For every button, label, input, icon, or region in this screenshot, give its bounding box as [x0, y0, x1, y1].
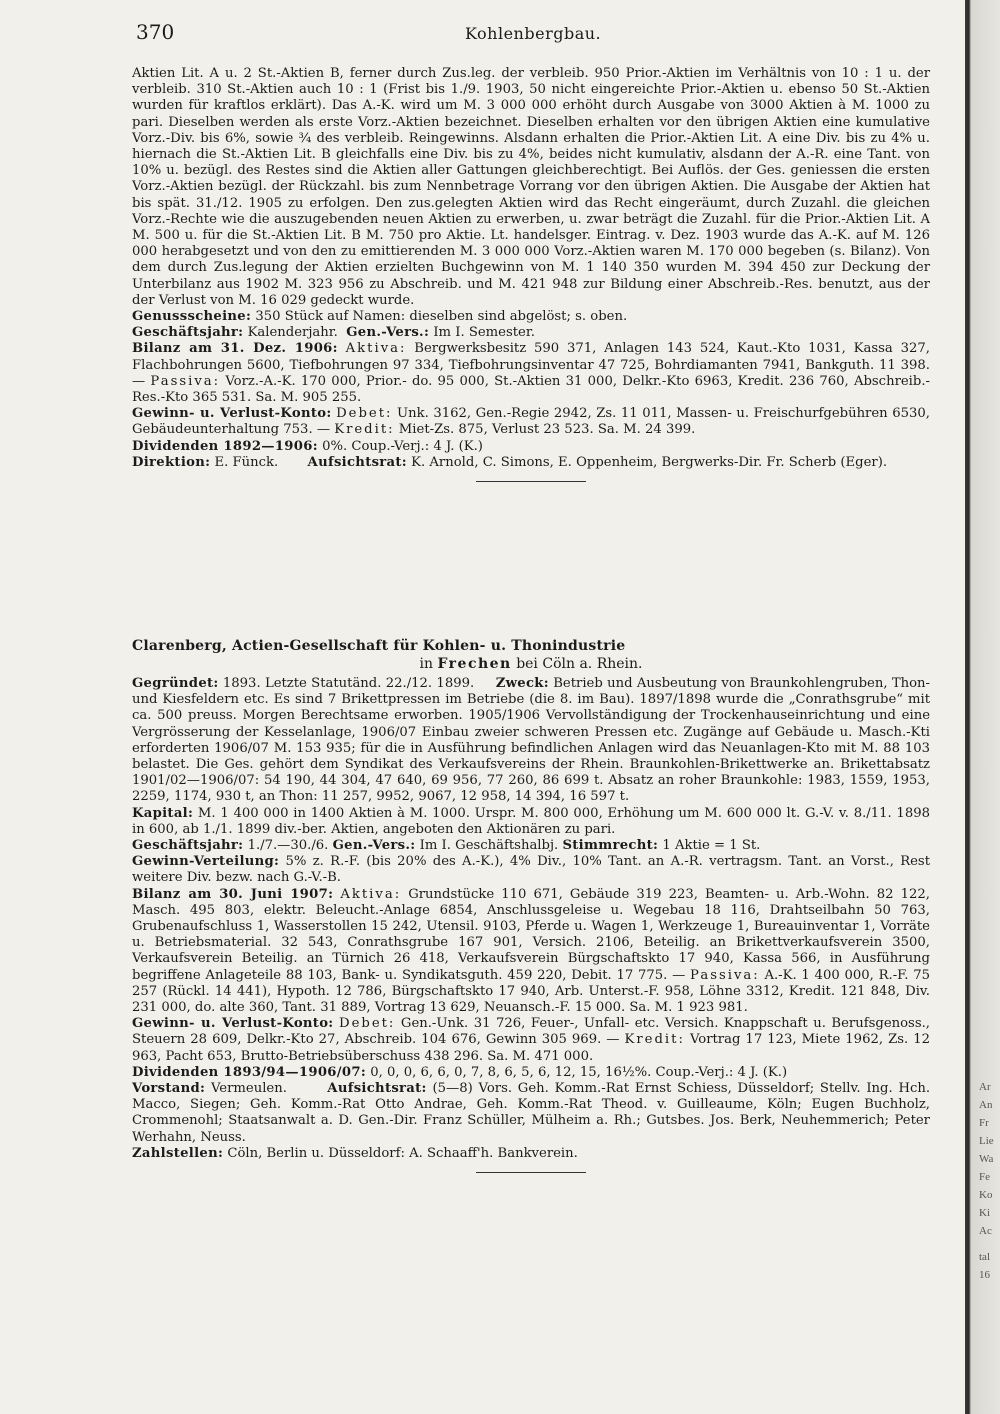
company-title: Clarenberg, Actien-Gesellschaft für Kohlen- u. Thonindustrie: [132, 638, 626, 654]
section-divider: [476, 481, 586, 482]
supervisory-board-label: Aufsichtsrat:: [307, 454, 407, 470]
profit-loss-paragraph: Gewinn- u. Verlust-Konto: Debet: Unk. 3162, Gen.-Regie 2942, Zs. 11 011, Massen- u. Freischurfgebühren 6530, Gebäudeunterhaltung 753. — Kredit: Miet-Zs. 875, Verlust 23 523. Sa. M. 24 399.: [132, 406, 930, 438]
capital-history-paragraph: Aktien Lit. A u. 2 St.-Aktien B, ferner durch Zus.leg. der verbleib. 950 Prior.-Aktien im Verhältnis von 10 : 1 u. der verbleib. 310 St.-Aktien auch 10 : 1 (Frist bis 1./9. 1903, 50 nicht eingereichte Prior.-Aktien u. ebenso 50 St.-Aktien wurden für kraftlos erklärt). Das A.-K. wird um M. 3 000 000 erhöht durch Ausgabe von 3000 Aktien à M. 1000 zu pari. Dieselben werden als erste Vorz.-Aktien bezeichnet. Dieselben erhalten vor den übrigen Aktien eine kumulative Vorz.-Div. bis 6%, sowie ¾ des verbleib. Reingewinns. Alsdann erhalten die Prior.-Aktien Lit. A eine Div. bis zu 4% u. hiernach die St.-Aktien Lit. B gleichfalls eine Div. bis zu 4%, beides nicht kumulativ, alsdann der A.-R. eine Tant. von 10% u. bezügl. des Restes sind die Aktien aller Gattungen gleichberechtigt. Bei Auflös. der Ges. geniessen die ersten Vorz.-Aktien bezügl. der Rückzahl. bis zum Nennbetrage Vorrang vor den übrigen Aktien. Die Ausgabe der Aktien hat bis spät. 31./12. 1905 zu erfolgen. Den zus.gelegten Aktien wird das Recht eingeräumt, durch Zuzahl. die gleichen Vorz.-Rechte wie die auszugebenden neuen Aktien zu erwerben, u. zwar beträgt die Zuzahl. für die Prior.-Aktien Lit. A M. 500 u. für die St.-Aktien Lit. B M. 750 pro Aktie. Lt. handelsger. Eintrag. v. Dez. 1903 wurde das A.-K. auf M. 126 000 herabgesetzt und von den zu emittierenden M. 3 000 000 Vorz.-Aktien waren M. 170 000 begeben (s. Bilanz). Von dem durch Zus.legung der Aktien erzielten Buchgewinn von M. 1 140 350 wurden M. 394 450 zur Deckung der Unterbilanz aus 1902 M. 323 956 zu Abschreib. und M. 421 948 zur Bildung einer Abschreib.-Res. benutzt, aus der der Verlust von M. 16 029 gedeckt wurde.: [132, 66, 930, 308]
company-entry-clarenberg: [132, 632, 930, 1173]
edge-fragment: Fe: [979, 1171, 990, 1183]
edge-fragment: Ki: [979, 1207, 990, 1219]
balance-sheet-paragraph: Bilanz am 31. Dez. 1906: Aktiva: Bergwerksbesitz 590 371, Anlagen 143 524, Kaut.-Kto 1031, Kassa 327, Flachbohrungen 5600, Tiefbohrungen 97 334, Tiefbohrungsinventar 47 725, Bohrdiamanten 7941, Bankguth. 11 398. — Passiva: Vorz.-A.-K. 170 000, Prior.- do. 95 000, St.-Aktien 31 000, Delkr.-Kto 6963, Kredit. 236 760, Abschreib.-Res.-Kto 365 531. Sa. M. 905 255.: [132, 341, 930, 406]
purpose-label: Zweck:: [495, 676, 549, 691]
dividends-line: Dividenden 1892—1906: 0%. Coup.-Verj.: 4 J. (K.): [132, 438, 483, 454]
capital-label: Kapital:: [132, 805, 194, 821]
balance-sheet-paragraph: Bilanz am 30. Juni 1907: Aktiva: Grundstücke 110 671, Gebäude 319 223, Beamten- u. Arb.-Wohn. 82 122, Masch. 495 803, elektr. Beleucht.-Anlage 6854, Anschlussgeleise u. Wegebau 18 116, Drahtseilbahn 50 763, Grubenaufschluss 1, Wasserstollen 15 242, Utensil. 9103, Pferde u. Wagen 1, Werkzeuge 1, Bureauinventar 1, Vorräte u. Betriebsmaterial. 32 543, Conrathsgrube 167 901, Versich. 2106, Beteilig. an Brikettverkaufsverein 3500, Verkaufsverein Beteilig. an Türnich 26 418, Verkaufsverein Bürgschaftskto 17 940, Kassa 566, in Ausführung begriffene Anlageteile 88 103, Bank- u. Syndikatsguth. 459 220, Debit. 17 775. — Passiva: A.-K. 1 400 000, R.-F. 75 257 (Rückl. 14 441), Hypoth. 12 786, Bürgschaftskto 17 940, Arb. Unterst.-F. 958, Löhne 3312, Kredit. 121 848, Div. 231 000, do. alte 360, Tant. 31 889, Vortrag 13 629, Neuansch.-F. 15 000. Sa. M. 1 923 981.: [132, 886, 930, 1016]
balance-label: Bilanz am 30. Juni 1907:: [132, 886, 334, 902]
founded-purpose-paragraph: Gegründet: 1893. Letzte Statutänd. 22./12. 1899. Zweck: Betrieb und Ausbeutung von Braunkohlengruben, Thon- und Kiesfeldern etc. Es sind 7 Brikettpressen im Betriebe (die 8. im Bau). 1897/1898 wurde die „Conrathsgrube“ mit ca. 500 preuss. Morgen Berechtsame erworben. 1905/1906 Vervollständigung der Trockenhauseinrichtung und eine Vergrösserung der Kesselanlage, 1906/07 Einbau zweier schweren Pressen etc. Zugänge auf Gebäude u. Masch.-Kti erforderten 1906/07 M. 153 935; für die in Ausführung befindlichen Anlagen wird das Neuanlagen-Kto mit M. 88 103 belastet. Die Ges. gehört dem Syndikat des Verkaufsvereins der Rhein. Braunkohlen-Brikettwerke an. Brikettabsatz 1901/02—1906/07: 54 190, 44 304, 47 640, 69 956, 77 260, 86 699 t. Absatz an roher Braunkohle: 1983, 1559, 1953, 2259, 1174, 930 t, an Thon: 11 257, 9952, 9067, 12 958, 14 394, 16 597 t.: [132, 676, 930, 805]
founded-label: Gegründet:: [132, 676, 219, 691]
board-label: Vorstand:: [132, 1081, 206, 1097]
voting-right-label: Stimmrecht:: [562, 838, 659, 854]
page-number: 370: [136, 20, 175, 44]
profit-loss-label: Gewinn- u. Verlust-Konto:: [132, 1016, 334, 1032]
dividends-line: Dividenden 1893/94—1906/07: 0, 0, 0, 6, 6, 0, 7, 8, 6, 5, 6, 12, 15, 16½%. Coup.-Verj.: 4 J. (K.): [132, 1064, 788, 1080]
location-city: Frechen: [437, 656, 512, 672]
edge-fragment: tal: [979, 1251, 990, 1263]
capital-paragraph: Kapital: M. 1 400 000 in 1400 Aktien à M. 1000. Urspr. M. 800 000, Erhöhung um M. 600 000 lt. G.-V. v. 8./11. 1898 in 600, ab 1./1. 1899 div.-ber. Aktien, angeboten den Aktionären zu pari.: [132, 805, 930, 837]
edge-fragment: Ac: [979, 1225, 992, 1237]
running-title: Kohlenbergbau.: [465, 24, 602, 43]
profit-distribution-label: Gewinn-Verteilung:: [132, 854, 280, 870]
edge-fragment: Ar: [979, 1081, 991, 1093]
direction-label: Direktion:: [132, 454, 211, 470]
genussscheine-line: Genussscheine: 350 Stück auf Namen: dieselben sind abgelöst; s. oben.: [132, 309, 628, 325]
edge-fragment: Fr: [979, 1117, 989, 1129]
genussscheine-label: Genussscheine:: [132, 309, 252, 325]
page-header: [0, 20, 965, 50]
fiscal-year-line: Geschäftsjahr: 1./7.—30./6. Gen.-Vers.: Im I. Geschäftshalbj. Stimmrecht: 1 Aktie = 1 St.: [132, 838, 761, 854]
edge-fragment: Ko: [979, 1189, 993, 1201]
management-paragraph: Direktion: E. Fünck. Aufsichtsrat: K. Arnold, C. Simons, E. Oppenheim, Bergwerks-Dir. Fr. Scherb (Eger).: [132, 454, 888, 470]
company-entry-continued: [132, 66, 930, 482]
edge-fragment: 16: [979, 1269, 990, 1281]
general-meeting-label: Gen.-Vers.:: [346, 325, 430, 341]
edge-fragment: Lie: [979, 1135, 994, 1147]
fiscal-year-label: Geschäftsjahr:: [132, 325, 244, 341]
company-location: in Frechen bei Cöln a. Rhein.: [419, 656, 643, 672]
fiscal-year-line: Geschäftsjahr: Kalenderjahr. Gen.-Vers.: Im I. Semester.: [132, 325, 535, 341]
paying-agents-label: Zahlstellen:: [132, 1145, 224, 1161]
fiscal-year-label: Geschäftsjahr:: [132, 838, 244, 854]
dividends-label: Dividenden 1893/94—1906/07:: [132, 1064, 367, 1080]
balance-label: Bilanz am 31. Dez. 1906:: [132, 341, 338, 357]
profit-distribution-paragraph: Gewinn-Verteilung: 5% z. R.-F. (bis 20% des A.-K.), 4% Div., 10% Tant. an A.-R. vertragsm. Tant. an Vorst., Rest weitere Div. bezw. nach G.-V.-B.: [132, 854, 930, 886]
profit-loss-paragraph: Gewinn- u. Verlust-Konto: Debet: Gen.-Unk. 31 726, Feuer-, Unfall- etc. Versich. Knappschaft u. Berufsgenoss., Steuern 28 609, Delkr.-Kto 27, Abschreib. 104 676, Gewinn 305 969. — Kredit: Vortrag 17 123, Miete 1962, Zs. 12 963, Pacht 653, Brutto-Betriebsüberschuss 438 296. Sa. M. 471 000.: [132, 1016, 930, 1064]
paying-agents-line: Zahlstellen: Cöln, Berlin u. Düsseldorf: A. Schaaff'h. Bankverein.: [132, 1145, 578, 1161]
profit-loss-label: Gewinn- u. Verlust-Konto:: [132, 406, 332, 422]
supervisory-board-label: Aufsichtsrat:: [327, 1081, 427, 1097]
dividends-label: Dividenden 1892—1906:: [132, 438, 318, 454]
edge-fragment: Wa: [979, 1153, 994, 1165]
facing-page-fragments: [975, 0, 1000, 1414]
section-divider: [476, 1172, 586, 1173]
edge-fragment: An: [979, 1099, 993, 1111]
management-paragraph: Vorstand: Vermeulen. Aufsichtsrat: (5—8) Vors. Geh. Komm.-Rat Ernst Schiess, Düsseldorf; Stellv. Ing. Hch. Macco, Siegen; Geh. Komm.-Rat Otto Andrae, Geh. Komm.-Rat Theod. v. Guilleaume, Köln; Eugen Buchholz, Crommenohl; Staatsanwalt a. D. Gen.-Dir. Franz Schüller, Mülheim a. Rh.; Gutsbes. Jos. Berk, Neuhemmerich; Peter Werhahn, Neuss.: [132, 1081, 931, 1145]
general-meeting-label: Gen.-Vers.:: [332, 838, 416, 854]
